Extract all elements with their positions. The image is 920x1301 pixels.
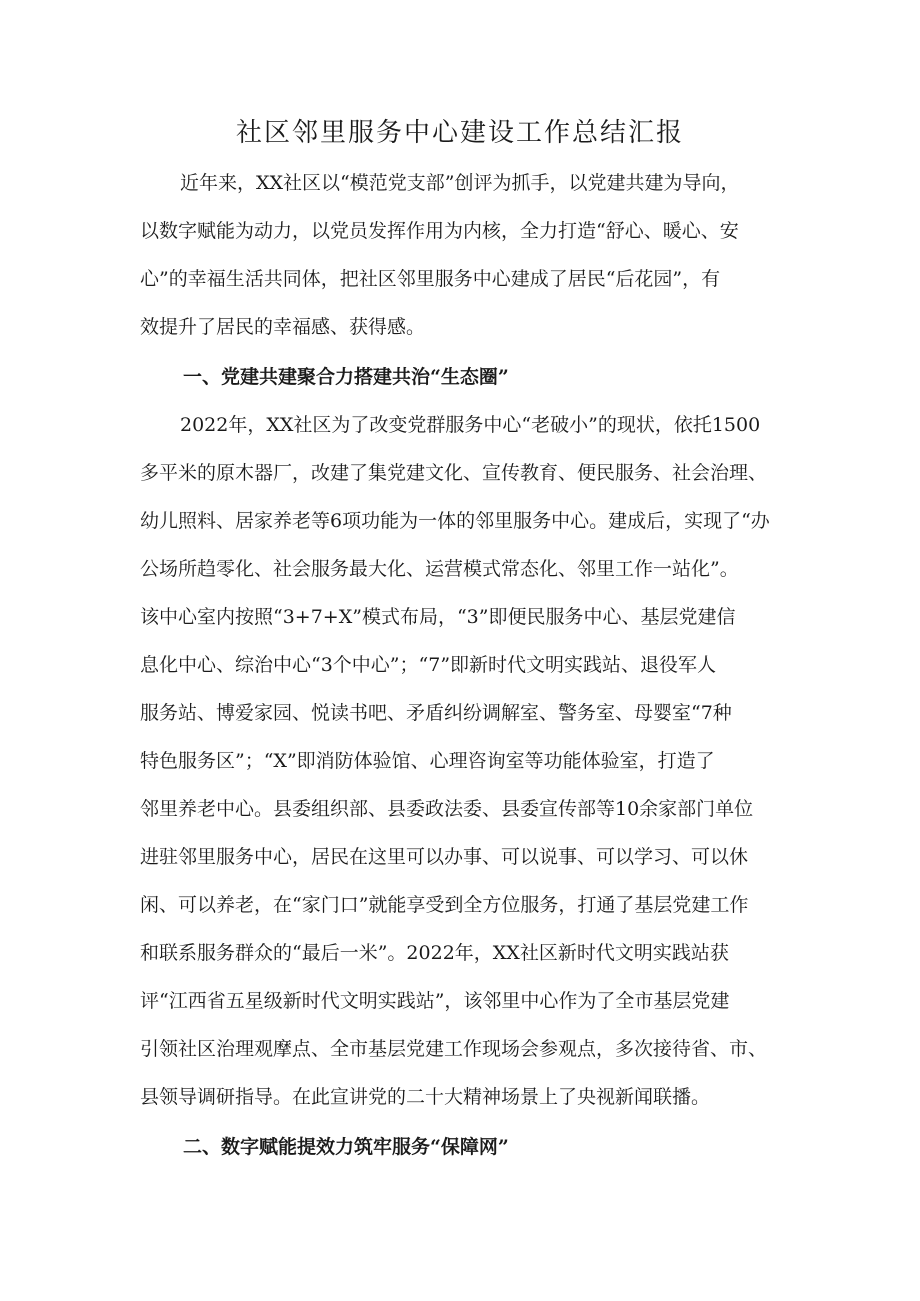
paragraph-intro-line-2: 以数字赋能为动力，以党员发挥作用为内核，全力打造“舒心、暖心、安 [140,220,739,242]
paragraph-body-line-5: 该中心室内按照“3+7+X”模式布局，“3”即便民服务中心、基层党建信 [140,606,736,628]
paragraph-body-line-10: 进驻邻里服务中心，居民在这里可以办事、可以说事、可以学习、可以休 [140,846,749,868]
document-title: 社区邻里服务中心建设工作总结汇报 [235,118,684,148]
paragraph-intro-line-3: 心”的幸福生活共同体，把社区邻里服务中心建成了居民“后花园”，有 [140,268,721,290]
paragraph-body-line-11: 闲、可以养老，在“家门口”就能享受到全方位服务，打通了基层党建工作 [140,894,749,916]
paragraph-body-line-6: 息化中心、综治中心“3个中心”；“7”即新时代文明实践站、退役军人 [140,654,717,676]
paragraph-body-line-1: 2022年，XX社区为了改变党群服务中心“老破小”的现状，依托1500 [180,414,761,436]
paragraph-body-line-2: 多平米的原木器厂，改建了集党建文化、宣传教育、便民服务、社会治理、 [140,462,768,484]
paragraph-body-line-8: 特色服务区”；“X”即消防体验馆、心理咨询室等功能体验室，打造了 [140,750,715,772]
section-heading-1: 一、党建共建聚合力搭建共治“生态圈” [183,366,509,388]
paragraph-body-line-15: 县领导调研指导。在此宣讲党的二十大精神场景上了央视新闻联播。 [140,1086,711,1108]
paragraph-intro-line-4: 效提升了居民的幸福感、获得感。 [140,316,426,338]
paragraph-body-line-12: 和联系服务群众的“最后一米”。2022年，XX社区新时代文明实践站获 [140,942,729,964]
paragraph-body-line-4: 公场所趋零化、社会服务最大化、运营模式常态化、邻里工作一站化”。 [140,558,739,580]
paragraph-body-line-14: 引领社区治理观摩点、全市基层党建工作现场会参观点，多次接待省、市、 [140,1038,768,1060]
paragraph-body-line-9: 邻里养老中心。县委组织部、县委政法委、县委宣传部等10余家部门单位 [140,798,754,820]
section-heading-2: 二、数字赋能提效力筑牢服务“保障网” [183,1136,509,1158]
paragraph-body-line-3: 幼儿照料、居家养老等6项功能为一体的邻里服务中心。建成后，实现了“办 [140,510,770,532]
paragraph-intro-line-1: 近年来，XX社区以“模范党支部”创评为抓手，以党建共建为导向， [180,172,740,194]
paragraph-body-line-7: 服务站、博爱家园、悦读书吧、矛盾纠纷调解室、警务室、母婴室“7种 [140,702,732,724]
paragraph-body-line-13: 评“江西省五星级新时代文明实践站”，该邻里中心作为了全市基层党建 [140,990,730,1012]
